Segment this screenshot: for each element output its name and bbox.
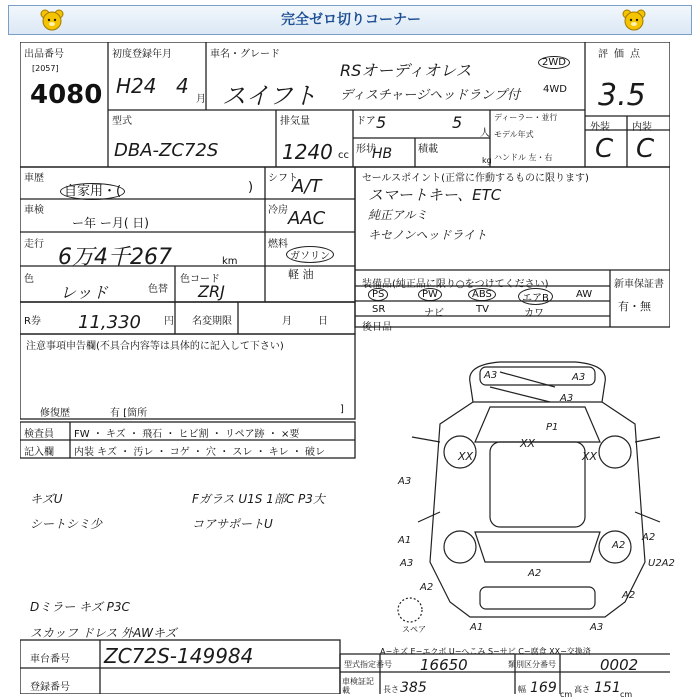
damage-mark: A3 — [484, 370, 498, 381]
repair-history-value: 有 [箇所 — [110, 408, 148, 419]
shift-label: シフト — [268, 173, 298, 184]
registration-month-unit: 月 — [196, 94, 206, 105]
recycle-value: 11,330 — [78, 312, 141, 333]
notes-label: 注意事項申告欄(不具合内容等は具体的に記入して下さい) — [26, 341, 284, 352]
damage-mark: U2A2 — [648, 558, 675, 569]
damage-mark: P1 — [546, 422, 559, 433]
type-value: DBA-ZC72S — [114, 140, 219, 161]
registration-month: 4 — [176, 74, 189, 98]
cooling-value: AAC — [288, 208, 326, 229]
title-banner — [8, 5, 692, 35]
history-label: 車歴 — [24, 173, 44, 184]
entry-field-label: 記入欄 — [24, 447, 54, 458]
width-label: 幅 — [518, 685, 526, 694]
displacement-label: 排気量 — [280, 116, 310, 127]
history-value: 自家用・( — [60, 180, 125, 199]
length-value: 385 — [400, 680, 427, 696]
inspection-interior-row: 内装 キズ ・ 汚レ ・ コゲ ・ 穴 ・ スレ ・ キレ ・ 破レ — [74, 447, 326, 458]
exterior-label: 外装 — [590, 122, 610, 133]
damage-mark: A2 — [642, 532, 656, 543]
note-right-1: Fガラス U1S 1部C P3大 — [192, 492, 325, 506]
height-unit: cm — [620, 690, 633, 699]
lot-number-label: 出品番号 — [24, 49, 64, 60]
type-label: 型式 — [112, 116, 132, 127]
equipment-aw: AW — [576, 289, 593, 300]
first-registration-label: 初度登録年月 — [112, 49, 172, 60]
lot-subcode: [2057] — [32, 64, 59, 73]
height-label: 高さ — [574, 685, 590, 694]
color-label: 色 — [24, 274, 34, 285]
plate-label: 登録番号 — [30, 682, 70, 693]
note-left-1: キズU — [30, 492, 63, 506]
bear-mascot-icon — [621, 8, 647, 32]
note-left-4: スカッフ ドレス 外AWキズ — [30, 626, 177, 640]
damage-mark: A3 — [590, 622, 604, 633]
class-number: 0002 — [600, 656, 639, 674]
type-designation-label: 型式指定番号 — [344, 660, 392, 669]
grade: RSオーディオレス — [340, 61, 472, 80]
shape-value: HB — [372, 146, 393, 162]
width-value: 169 — [530, 680, 557, 696]
shift-value: A/T — [292, 176, 322, 197]
equipment-leather: カワ — [524, 308, 544, 319]
recycle-label: R券 — [24, 316, 41, 327]
note-left-3: Dミラー キズ P3C — [30, 600, 130, 614]
door-value: 5 — [376, 113, 387, 132]
repair-history-end: ] — [340, 404, 344, 415]
recycle-unit: 円 — [164, 316, 174, 327]
sales-point-2: 純正アルミ — [368, 208, 428, 222]
equipment-ps: PS — [368, 288, 388, 301]
mileage-value: 6万4千267 — [58, 245, 172, 270]
model-name: スイフト — [222, 82, 317, 110]
damage-mark: A3 — [572, 372, 586, 383]
repaint-label: 色替 — [148, 284, 168, 295]
model-year-label: モデル年式 — [494, 130, 534, 139]
later-items-label: 後日品 — [362, 322, 392, 333]
score-label: 評価点 — [598, 49, 646, 60]
drive-2wd-circled: 2WD — [538, 56, 570, 69]
type-designation-number: 16650 — [420, 656, 468, 674]
damage-legend: A−キズ E−エクボ U−へこみ S−サビ C−腐食 XX−交換済 — [380, 647, 591, 656]
seats-unit: 人 — [480, 128, 490, 139]
displacement-unit: cc — [338, 150, 349, 161]
class-number-label: 類別区分番号 — [508, 660, 556, 669]
load-label: 積載 — [418, 144, 438, 155]
warranty-value: 有・無 — [618, 300, 651, 313]
spare-tire-label: スペア — [402, 625, 426, 634]
damage-mark: A1 — [398, 535, 412, 546]
sales-point-3: キセノンヘッドライト — [368, 228, 488, 242]
door-label: ドア — [356, 116, 376, 127]
exterior-grade: C — [595, 134, 614, 164]
history-end: ) — [248, 180, 254, 195]
fuel-light-oil: 軽 油 — [288, 268, 314, 281]
inspection-expiry-label: 車検 — [24, 205, 44, 216]
width-unit: cm — [560, 690, 573, 699]
dealer-label: ディーラー・並行 — [494, 113, 558, 122]
cooling-label: 冷房 — [268, 205, 288, 216]
damage-mark: XX — [582, 450, 598, 463]
load-unit: kg — [482, 156, 492, 165]
damage-mark: A3 — [560, 393, 574, 404]
model-grade-label: 車名・グレード — [210, 49, 280, 60]
damage-mark: A2 — [528, 568, 542, 579]
interior-label: 内装 — [632, 122, 652, 133]
inspection-expiry-value: ー年 ー月( 日) — [72, 216, 149, 230]
grade-option: ディスチャージヘッドランプ付 — [340, 88, 521, 103]
certificate-label: 車検証記載 — [342, 677, 374, 695]
sales-point-1: スマートキー、ETC — [368, 186, 502, 204]
lot-number: 4080 — [30, 80, 103, 110]
fuel-gasoline-circled: ガソリン — [286, 246, 334, 263]
equipment-sr: SR — [372, 304, 386, 315]
banner-title: 完全ゼロ切りコーナー — [281, 12, 421, 28]
damage-mark: A3 — [398, 476, 412, 487]
color-code-label: 色コード — [180, 274, 220, 285]
fuel-label: 燃料 — [268, 239, 288, 250]
registration-era: H24 — [116, 74, 157, 98]
note-right-2: コアサポートU — [192, 517, 273, 531]
damage-mark: XX — [520, 437, 536, 450]
interior-grade: C — [636, 134, 655, 164]
handle-label: ハンドル 左・右 — [494, 153, 553, 162]
mileage-label: 走行 — [24, 239, 44, 250]
warranty-label: 新車保証書 — [614, 279, 664, 290]
damage-mark: A1 — [470, 622, 484, 633]
damage-mark: A2 — [622, 590, 636, 601]
damage-mark: XX — [458, 450, 474, 463]
mileage-unit: km — [222, 256, 238, 267]
drive-4wd: 4WD — [543, 84, 567, 95]
length-label: 長さ — [383, 685, 399, 694]
equipment-label: 装備品(純正品に限り○をつけてください) — [362, 279, 549, 290]
equipment-pw: PW — [418, 288, 442, 301]
displacement-value: 1240 — [282, 140, 333, 164]
name-change-month: 月 — [282, 316, 292, 327]
sales-points-label: セールスポイント(正常に作動するものに限ります) — [362, 173, 589, 184]
color-code: ZRJ — [198, 282, 225, 301]
inspection-exterior-row: FW ・ キズ ・ 飛石 ・ ヒビ割 ・ リペア跡 ・ ×要 — [74, 429, 300, 440]
equipment-airbag: エアB — [518, 288, 553, 305]
seats-value: 5 — [452, 113, 463, 132]
shape-label: 形状 — [356, 144, 376, 155]
evaluation-score: 3.5 — [598, 78, 646, 113]
damage-mark: A3 — [400, 558, 414, 569]
equipment-tv: TV — [476, 304, 489, 315]
inspector-label: 検査員 — [24, 429, 54, 440]
equipment-navi: ナビ — [424, 308, 444, 319]
name-change-day: 日 — [318, 316, 328, 327]
damage-mark: A2 — [420, 582, 434, 593]
bear-mascot-icon — [39, 8, 65, 32]
note-left-2: シートシミ少 — [30, 517, 103, 531]
chassis-number: ZC72S-149984 — [104, 644, 254, 668]
chassis-label: 車台番号 — [30, 654, 70, 665]
color-value: レッド — [60, 283, 108, 302]
damage-mark: A2 — [612, 540, 626, 551]
equipment-abs: ABS — [468, 288, 496, 301]
name-change-label: 名変期限 — [192, 316, 232, 327]
repair-history-label: 修復歴 — [40, 408, 70, 419]
height-value: 151 — [594, 680, 621, 696]
